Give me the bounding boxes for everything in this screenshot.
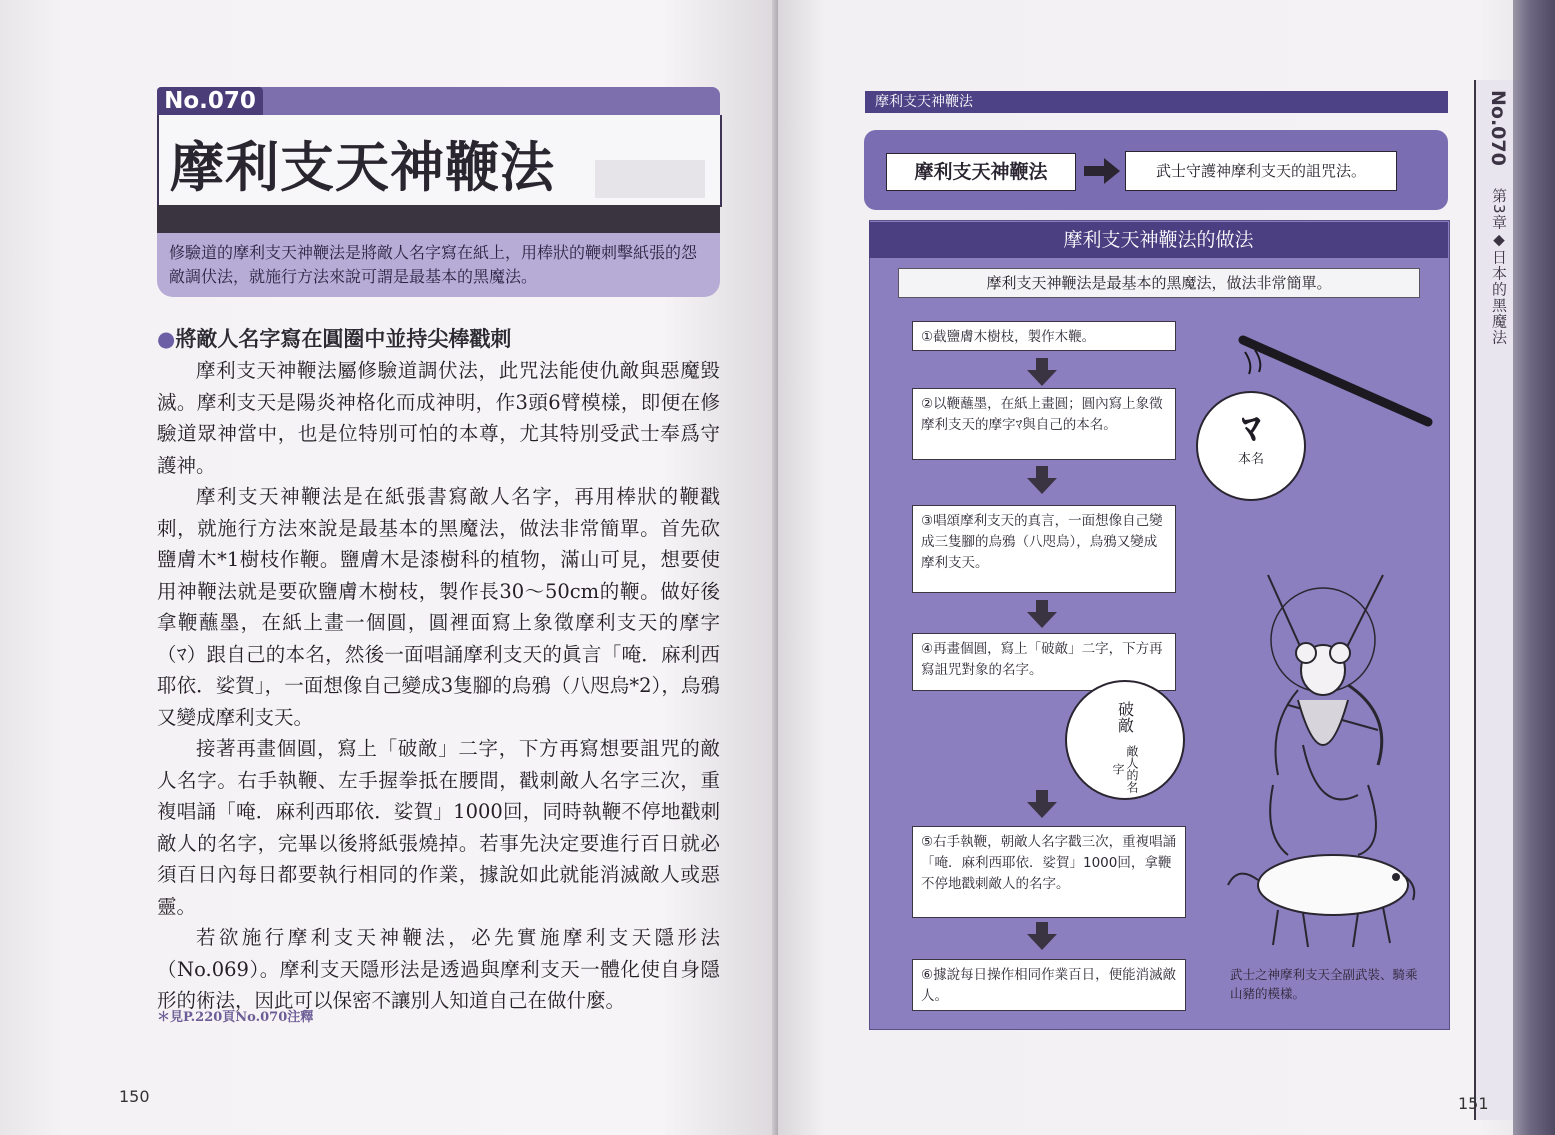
marishiten-deity-illustration [1218,555,1418,955]
footnote: ＊見P.220頁No.070注釋 [157,1010,314,1025]
arrow-down-icon [1027,358,1057,386]
step-3: ③唱頌摩利支天的真言，一面想像自己變成三隻腳的烏鴉（八咫烏），烏鴉又變成摩利支天。 [912,505,1176,593]
page-header: 摩利支天神鞭法 [865,91,1448,113]
section-heading [157,323,511,353]
arrow-right-icon [1082,156,1122,186]
enemy-circle-top: 破敵 [1115,701,1135,733]
side-chapter: 第3章◆日本的黑魔法 [1490,188,1508,346]
page-title: 摩利支天神鞭法 [170,136,555,199]
arrow-down-icon [1027,790,1057,818]
page-number: 151 [1458,1094,1489,1113]
ma-circle-label: 本名 [1237,452,1264,467]
step-2: ②以鞭蘸墨，在紙上畫圓；圓內寫上象徵摩利支天的摩字ﾏ與自己的本名。 [912,388,1176,460]
enemy-circle-name: 敵人的名字 [1111,745,1139,793]
definition-term: 摩利支天神鞭法 [886,153,1076,191]
definition-desc: 武士守護神摩利支天的詛咒法。 [1125,151,1397,191]
paragraph: 接著再畫個圓，寫上「破敵」二字，下方再寫想要詛咒的敵人名字。右手執鞭、左手握拳抵在腰間，戳刺敵人名字三次，重複唱誦「唵．麻利西耶依．娑賀」1000回，同時執鞭不停地戳刺敵人的名字，完畢以後將紙張燒掉。若事先決定要進行百日就必須百日內每日都要執行相同的作業，據說如此就能消滅敵人或惡靈。 [157,737,720,918]
paragraph: 摩利支天神鞭法屬修驗道調伏法，此咒法能使仇敵與惡魔毀滅。摩利支天是陽炎神格化而成神明，作3頭6臂模樣，即便在修驗道眾神當中，也是位特別可怕的本尊，尤其特別受武士奉爲守護神。 [157,359,720,477]
enemy-circle [1065,680,1185,800]
section-heading-text: 將敵人名字寫在圓圈中並持尖棒戳刺 [175,327,512,351]
number-tag: No.070 [157,87,263,115]
step-6: ⑥據說每日操作相同作業百日，便能消滅敵人。 [912,959,1186,1011]
title-watermark [595,160,705,198]
method-title: 摩利支天神鞭法的做法 [869,222,1448,258]
bullet-icon: ● [157,327,176,351]
scroll-banner: 摩利支天神鞭法是最基本的黑魔法，做法非常簡單。 [898,268,1420,298]
page-number: 150 [119,1087,150,1106]
step-4: ④再畫個圓，寫上「破敵」二字，下方再寫詛咒對象的名字。 [912,633,1176,691]
ma-circle [1196,391,1306,501]
side-number: No.070 [1487,90,1509,166]
page-edge [1513,0,1555,1135]
paragraph: 若欲施行摩利支天神鞭法，必先實施摩利支天隱形法（No.069）。摩利支天隱形法是透過與摩利支天一體化使自身隱形的術法，因此可以保密不讓別人知道自己在做什麼。 [157,926,720,1012]
ma-glyph: ﾏ [1241,407,1261,451]
arrow-down-icon [1027,466,1057,494]
illustration-caption: 武士之神摩利支天全副武裝、騎乘山豬的模樣。 [1230,967,1418,1001]
step-1: ①截鹽膚木樹枝，製作木鞭。 [912,321,1176,351]
title-underband [157,205,720,233]
body-text [157,355,720,1017]
step-5: ⑤右手執鞭，朝敵人名字戳三次，重複唱誦「唵．麻利西耶依．娑賀」1000回，拿鞭不停地戳刺敵人的名字。 [912,826,1186,918]
arrow-down-icon [1027,922,1057,950]
arrow-down-icon [1027,600,1057,628]
right-page [778,0,1555,1135]
paragraph: 摩利支天神鞭法是在紙張書寫敵人名字，再用棒狀的鞭戳刺，就施行方法來說是最基本的黑魔法，做法非常簡單。首先砍鹽膚木*1樹枝作鞭。鹽膚木是漆樹科的植物，滿山可見，想要使用神鞭法就是要砍鹽膚木樹枝，製作長30～50cm的鞭。做好後拿鞭蘸墨，在紙上畫一個圓，圓裡面寫上象徵摩利支天的摩字（ﾏ）跟自己的本名，然後一面唱誦摩利支天的眞言「唵．麻利西耶依．娑賀」，一面想像自己變成3隻腳的烏鴉（八咫烏*2），烏鴉又變成摩利支天。 [157,485,720,729]
summary-box: 修驗道的摩利支天神鞭法是將敵人名字寫在紙上，用棒狀的鞭刺擊紙張的怨敵調伏法，就施行方法來說可謂是最基本的黑魔法。 [157,233,720,297]
